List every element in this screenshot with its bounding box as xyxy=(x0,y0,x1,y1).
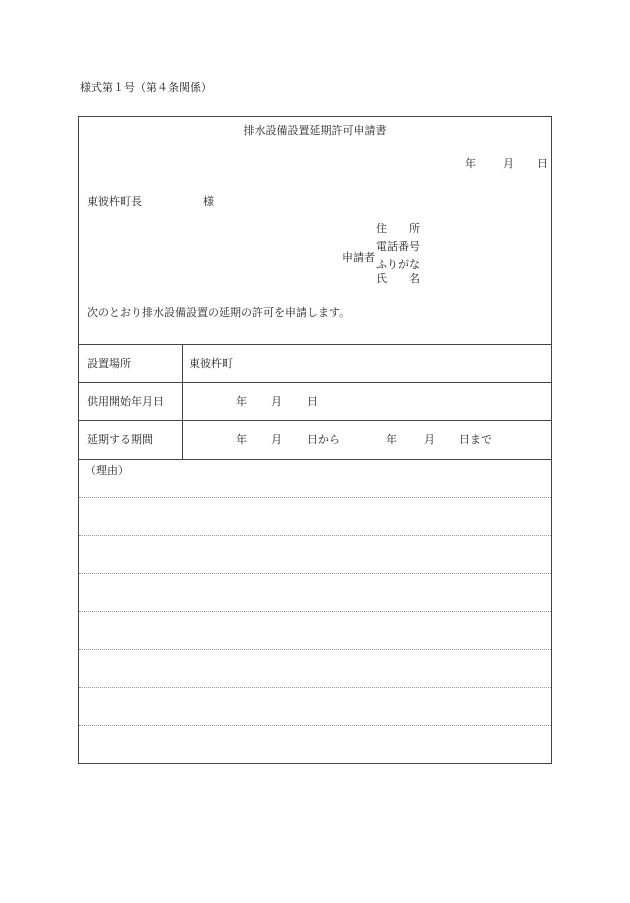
form-number: 様式第１号（第４条関係） xyxy=(80,81,212,94)
application-year-unit: 年 xyxy=(465,157,476,170)
applicant-address-label: 住 所 xyxy=(376,222,420,235)
reason-label: （理由） xyxy=(85,464,129,477)
application-day-unit: 日 xyxy=(537,157,548,170)
reason-line xyxy=(79,573,551,574)
reason-line xyxy=(79,687,551,688)
addressee-honorific: 様 xyxy=(203,195,214,208)
period-to-month-unit: 月 xyxy=(424,433,435,446)
period-to-suffix: 日まで xyxy=(459,433,492,446)
period-label: 延期する期間 xyxy=(87,433,153,446)
period-from-year-unit: 年 xyxy=(236,433,247,446)
divider xyxy=(79,382,551,383)
start-day-unit: 日 xyxy=(307,395,318,408)
table-column-divider xyxy=(182,344,183,459)
divider xyxy=(79,420,551,421)
applicant-phone-label: 電話番号 xyxy=(376,240,420,253)
divider xyxy=(79,344,551,345)
location-label: 設置場所 xyxy=(87,357,131,370)
reason-line xyxy=(79,497,551,498)
start-date-label: 供用開始年月日 xyxy=(87,395,164,408)
reason-line xyxy=(79,611,551,612)
request-statement: 次のとおり排水設備設置の延期の許可を申請します。 xyxy=(87,306,351,319)
start-month-unit: 月 xyxy=(271,395,282,408)
reason-line xyxy=(79,725,551,726)
addressee-name: 東彼杵町長 xyxy=(87,195,142,208)
applicant-furigana-label: ふりがな xyxy=(376,258,420,271)
period-to-year-unit: 年 xyxy=(386,433,397,446)
form-title: 排水設備設置延期許可申請書 xyxy=(243,124,387,137)
reason-line xyxy=(79,535,551,536)
applicant-name-label: 氏 名 xyxy=(376,272,420,285)
reason-line xyxy=(79,649,551,650)
application-form xyxy=(78,116,552,764)
divider xyxy=(79,459,551,460)
location-value: 東彼杵町 xyxy=(189,357,233,370)
applicant-label: 申請者 xyxy=(342,251,375,264)
start-year-unit: 年 xyxy=(236,395,247,408)
period-from-suffix: 日から xyxy=(307,433,340,446)
application-month-unit: 月 xyxy=(503,157,514,170)
period-from-month-unit: 月 xyxy=(271,433,282,446)
